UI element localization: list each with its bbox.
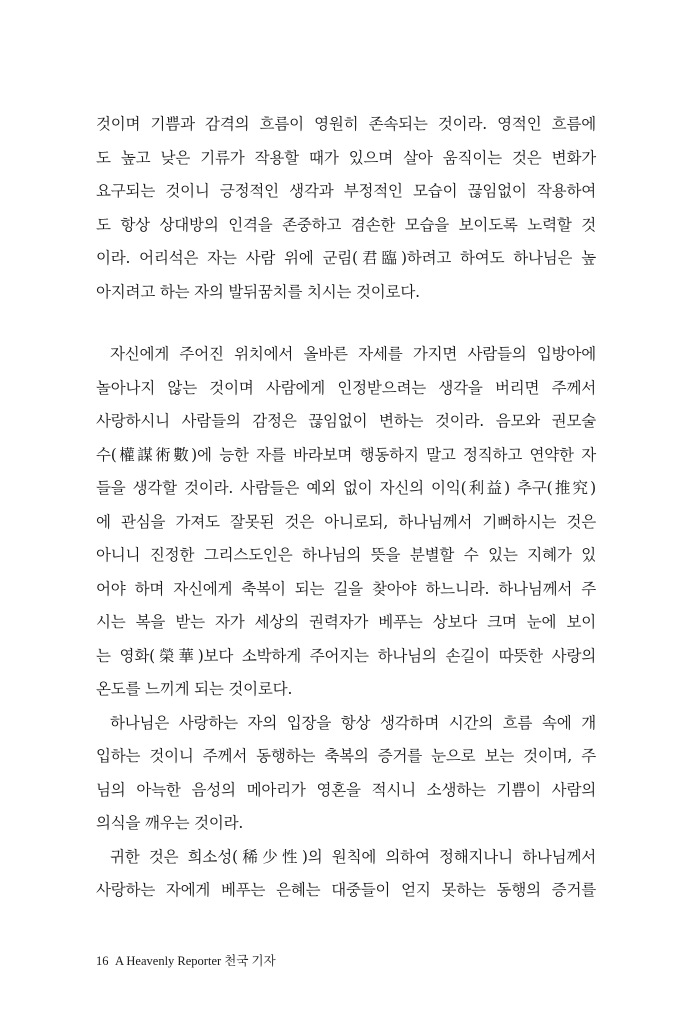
text-line: 요구되는 것이니 긍정적인 생각과 부정적인 모습이 끊임없이 작용하여 [96,182,596,200]
text-line: 것이며 기쁨과 감격의 흐름이 영원히 존속되는 것이라. 영적인 흐름에 [96,115,596,133]
text-line: 자신에게 주어진 위치에서 올바른 자세를 가지면 사람들의 입방아에 [110,345,596,363]
text-line: 님의 아늑한 음성의 메아리가 영혼을 적시니 소생하는 기쁨이 사람의 [96,780,596,799]
paragraph-4 [96,841,596,908]
text-line: 온도를 느끼게 되는 것이로다. [96,680,293,698]
text-line: 의식을 깨우는 것이라. [96,814,244,832]
text-line: 시는 복을 받는 자가 세상의 권력자가 베푸는 상보다 크며 눈에 보이 [96,613,596,631]
text-line: 수(權謀術數)에 능한 자를 바라보며 행동하지 말고 정직하고 연약한 자 [96,445,596,464]
paragraph-2 [96,338,596,707]
running-title: A Heavenly Reporter 천국 기자 [114,954,276,968]
text-line: 하나님은 사랑하는 자의 입장을 항상 생각하며 시간의 흐름 속에 개 [110,713,596,732]
text-line: 도 항상 상대방의 인격을 존중하고 겸손한 모습을 보이도록 노력할 것 [96,215,596,234]
text-line: 사랑하시니 사람들의 감정은 끊임없이 변하는 것이라. 음모와 권모술 [96,412,596,430]
paragraph-1 [96,108,596,309]
text-line: 어야 하며 자신에게 축복이 되는 길을 찾아야 하느니라. 하나님께서 주 [96,579,596,598]
text-line: 도 높고 낮은 기류가 작용할 때가 있으며 살아 움직이는 것은 변화가 [96,148,596,167]
page-footer [96,951,276,969]
page-number: 16 [96,954,109,968]
text-line: 놀아나지 않는 것이며 사람에게 인정받으려는 생각을 버리면 주께서 [96,378,596,397]
text-line: 사랑하는 자에게 베푸는 은혜는 대중들이 얻지 못하는 동행의 증거를 [96,881,596,899]
text-line: 귀한 것은 희소성(稀少性)의 원칙에 의하여 정해지나니 하나님께서 [110,847,596,866]
text-line: 이라. 어리석은 자는 사람 위에 군림(君臨)하려고 하여도 하나님은 높 [96,249,596,267]
text-line: 입하는 것이니 주께서 동행하는 축복의 증거를 눈으로 보는 것이며, 주 [96,747,596,765]
text-line: 들을 생각할 것이라. 사람들은 예외 없이 자신의 이익(利益) 추구(推究) [96,479,596,497]
text-line: 아니니 진정한 그리스도인은 하나님의 뜻을 분별할 수 있는 지혜가 있 [96,546,596,564]
text-line: 아지려고 하는 자의 발뒤꿈치를 치시는 것이로다. [96,282,420,301]
paragraph-group [96,338,596,908]
text-line: 에 관심을 가져도 잘못된 것은 아니로되, 하나님께서 기뻐하시는 것은 [96,512,596,531]
text-line: 는 영화(榮華)보다 소박하게 주어지는 하나님의 손길이 따뜻한 사랑의 [96,646,596,665]
paragraph-3 [96,707,596,841]
